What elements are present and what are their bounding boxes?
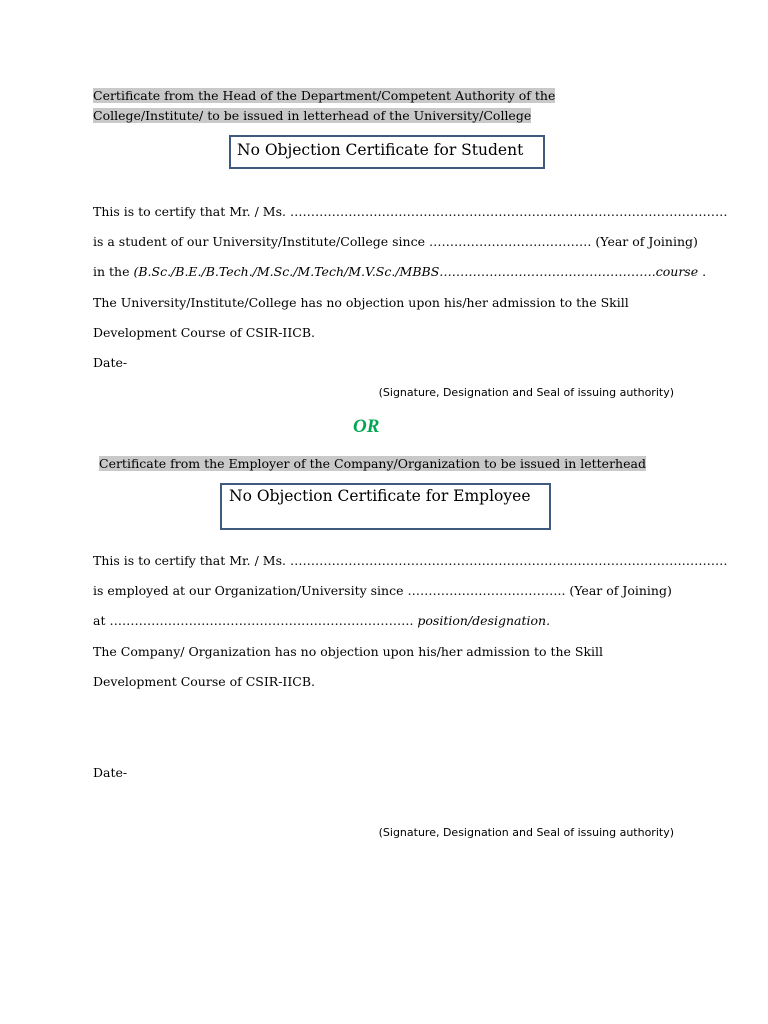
employee-position-prefix: at ……………………………………………………………….	[93, 613, 418, 628]
employee-signature-line: (Signature, Designation and Seal of issuing authority)	[378, 826, 674, 839]
employee-course-name-line: Development Course of CSIR-IICB.	[93, 674, 316, 689]
student-header-line2-text: College/Institute/ to be issued in letterhead of the University/College	[93, 108, 532, 123]
student-header-line1	[93, 88, 555, 104]
student-course-prefix: in the	[93, 264, 134, 279]
student-course-name-line: Development Course of CSIR-IICB.	[93, 325, 316, 340]
employee-joining-line: is employed at our Organization/University since ……………………………….. (Year of Joining)	[93, 583, 672, 598]
employee-name-line: This is to certify that Mr. / Ms. ……………………………………………………………………………………………	[93, 553, 728, 568]
student-date-label: Date-	[93, 355, 128, 370]
student-header-line2	[93, 108, 531, 124]
employee-position-label: position/designation.	[417, 613, 551, 628]
employee-title: No Objection Certificate for Employee	[229, 487, 531, 505]
employee-date-label: Date-	[93, 765, 128, 780]
student-name-line: This is to certify that Mr. / Ms. ……………………………………………………………………………………………	[93, 204, 728, 219]
employee-position-line	[93, 613, 550, 629]
employee-no-objection-line: The Company/ Organization has no objection upon his/her admission to the Skill	[93, 644, 604, 659]
or-separator: OR	[353, 416, 380, 437]
employee-header-text: Certificate from the Employer of the Company/Organization to be issued in letterhead	[99, 456, 646, 471]
student-course-options: (B.Sc./B.E./B.Tech./M.Sc./M.Tech/M.V.Sc./MBBS…………………………………………….course	[133, 264, 699, 279]
employee-header	[99, 456, 646, 472]
student-course-suffix: .	[698, 264, 707, 279]
student-course-line	[93, 264, 706, 280]
student-title: No Objection Certificate for Student	[237, 141, 524, 159]
student-signature-line: (Signature, Designation and Seal of issuing authority)	[378, 386, 674, 399]
student-joining-line: is a student of our University/Institute/College since ………………………………… (Year of Joining)	[93, 234, 698, 249]
student-no-objection-line: The University/Institute/College has no objection upon his/her admission to the Skill	[93, 295, 629, 310]
student-header-line1-text: Certificate from the Head of the Department/Competent Authority of the	[93, 88, 556, 103]
